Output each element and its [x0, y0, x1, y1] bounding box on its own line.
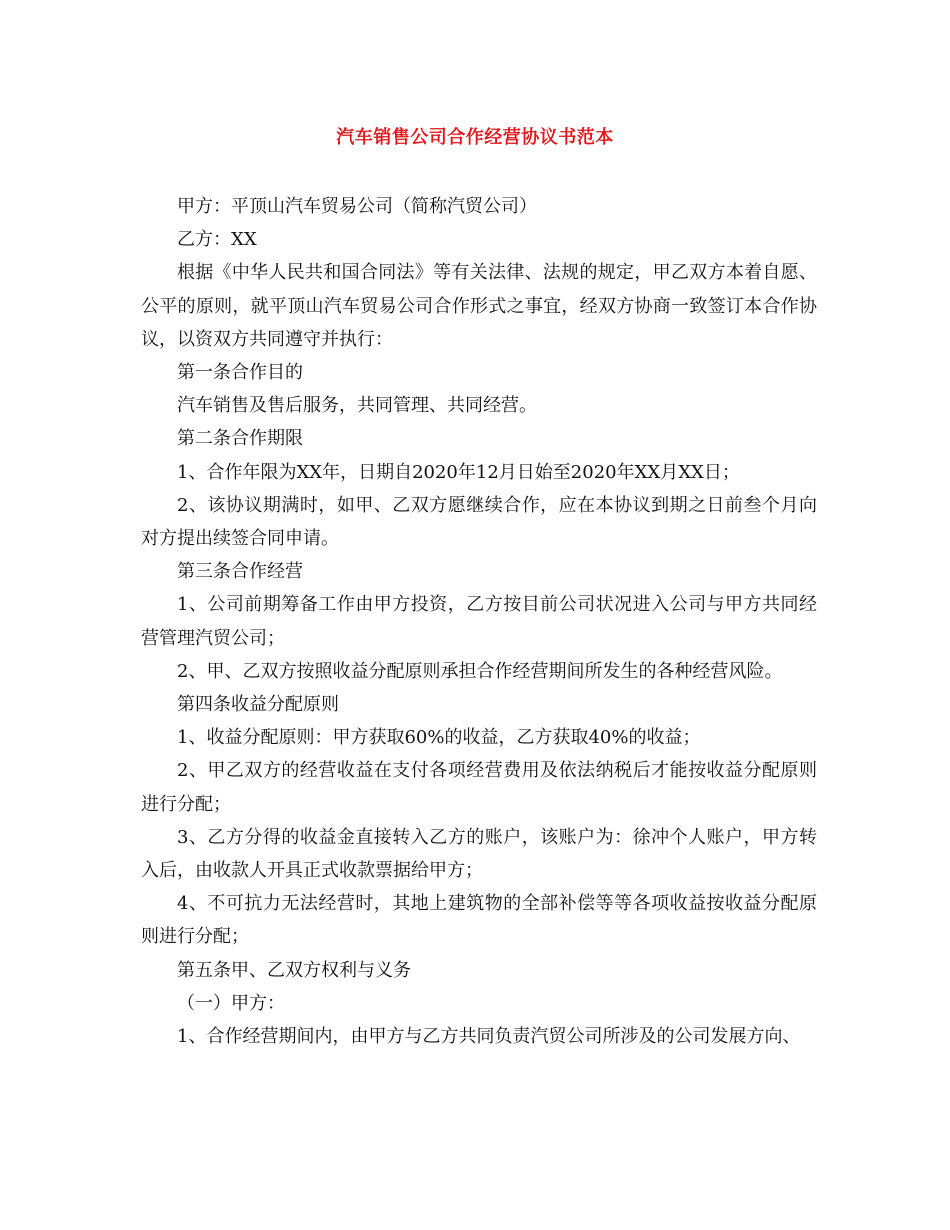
paragraph-article-1-content: 汽车销售及售后服务，共同管理、共同经营。 — [177, 395, 537, 417]
paragraph-article-4-item-1: 1、收益分配原则：甲方获取60%的收益，乙方获取40%的收益； — [177, 727, 701, 749]
paragraph-party-a: 甲方：平顶山汽车贸易公司（简称汽贸公司） — [177, 196, 537, 217]
paragraph-preamble: 根据《中华人民共和国合同法》等有关法律、法规的规定，甲乙双方本着自愿、公平的原则，就平顶山汽车贸易公司合作形式之事宜，经双方协商一致签订本合作协议，以资双方共同遵守并执行： — [141, 262, 817, 350]
paragraph-article-4-item-2: 2、甲乙双方的经营收益在支付各项经营费用及依法纳税后才能按收益分配原则进行分配； — [141, 760, 817, 815]
paragraph-article-2-item-2: 2、该协议期满时，如甲、乙双方愿继续合作，应在本协议到期之日前叁个月向对方提出续签合同申请。 — [141, 494, 817, 550]
paragraph-article-4-item-4: 4、不可抗力无法经营时，其地上建筑物的全部补偿等等各项收益按收益分配原则进行分配； — [141, 893, 817, 948]
paragraph-article-5-heading: 第五条甲、乙双方权利与义务 — [177, 959, 411, 981]
paragraph-article-1-heading: 第一条合作目的 — [177, 362, 303, 384]
paragraph-article-5-item-1: 1、合作经营期间内，由甲方与乙方共同负责汽贸公司所涉及的公司发展方向、 — [177, 1026, 801, 1048]
paragraph-article-3-item-2: 2、甲、乙双方按照收益分配原则承担合作经营期间所发生的各种经营风险。 — [177, 660, 783, 682]
paragraph-article-4-item-3: 3、乙方分得的收益金直接转入乙方的账户，该账户为：徐冲个人账户，甲方转入后，由收款人开具正式收款票据给甲方； — [141, 826, 817, 882]
paragraph-article-2-heading: 第二条合作期限 — [177, 428, 303, 450]
paragraph-article-3-heading: 第三条合作经营 — [177, 561, 303, 583]
paragraph-article-3-item-1: 1、公司前期筹备工作由甲方投资，乙方按目前公司状况进入公司与甲方共同经营管理汽贸公司； — [141, 594, 817, 649]
paragraph-party-b: 乙方：XX — [177, 229, 257, 251]
paragraph-article-5-party-a: （一）甲方： — [177, 992, 285, 1014]
paragraph-article-2-item-1: 1、合作年限为XX年，日期自2020年12月日始至2020年XX月XX日； — [177, 461, 740, 483]
document-body — [141, 190, 817, 1053]
document-title: 汽车销售公司合作经营协议书范本 — [336, 127, 614, 148]
paragraph-article-4-heading: 第四条收益分配原则 — [177, 694, 339, 716]
